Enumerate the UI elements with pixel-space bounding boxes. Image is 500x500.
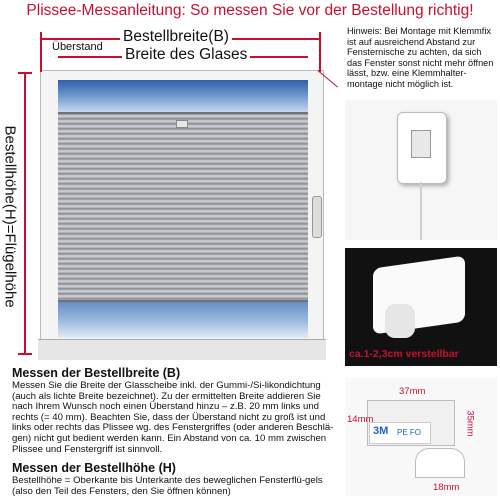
overlap-label: Überstand [52,41,103,53]
height-tick-bottom [18,353,32,355]
tape-brand: 3M [373,425,389,437]
width-tick-right [319,32,321,72]
window-glass-top [58,80,308,114]
adjustable-label: ca.1-2,3cm verstellbar [349,348,459,360]
height-dim: 35mm [464,410,476,437]
width-instructions: Messen Sie die Breite der Glasscheibe inkl. der Gummi-/Si-likondichtung (auch als lichte Breite bezeichnet). Zu der ermittelten Breite addieren Sie nach Ihrem Wunsch noch einen Überstand hinzu – z.B. 20 mm links und rechts (= 40 mm). Beachten Sie, dass der Überstand nicht zu groß ist und links oder rechts das Plissee wg. des Fenstergriffes (oder anderen Beschlä-gen) nicht gut bedient werden kann. Ein Abstand von ca. 10 mm zwischen Plissee und Fenstergriff ist sinnvoll. [12,380,334,455]
window-sill [38,339,326,360]
bottom-dim: 18mm [433,482,460,493]
height-tick-top [18,72,32,74]
order-height-label: Bestellhöhe(H)=Flügelhöhe [1,125,19,308]
clamp-lip [385,304,415,338]
cord [420,182,422,240]
bottom-hook [415,448,465,478]
blind-handle [176,120,188,128]
height-instructions: Bestellhöhe = Oberkante bis Unterkante des beweglichen Fensterflü-gels (also den Teil des Fensters, den Sie öffnen können) [12,475,323,497]
left-dim: 14mm [347,414,374,425]
height-heading: Messen der Bestellhöhe (H) [12,461,176,475]
glass-width-label: Breite des Glases [122,46,250,64]
clamp-dimensions-photo [345,378,497,496]
tape-text: PE FO [397,428,422,437]
mounting-hint: Hinweis: Bei Montage mit Klemmfix ist auf ausreichend Abstand zur Fensternische zu achten, da sich das Fenster sonst nicht mehr öffnen lässt, bzw. eine Klemmhalter-montage nicht möglich ist. [347,26,494,89]
height-line [24,72,26,354]
clamp-on-window-photo [345,100,497,240]
window-glass-bottom [58,298,308,338]
clamp-adjustable-photo [345,248,497,366]
clamp-slot [411,130,431,158]
order-width-label: Bestellbreite(B) [120,28,232,46]
width-tick-left [40,32,42,72]
width-dim: 37mm [399,386,426,397]
window-handle [312,196,322,238]
pleated-blind [58,112,308,302]
page-title: Plissee-Messanleitung: So messen Sie vor der Bestellung richtig! [26,2,474,19]
width-heading: Messen der Bestellbreite (B) [12,366,181,380]
